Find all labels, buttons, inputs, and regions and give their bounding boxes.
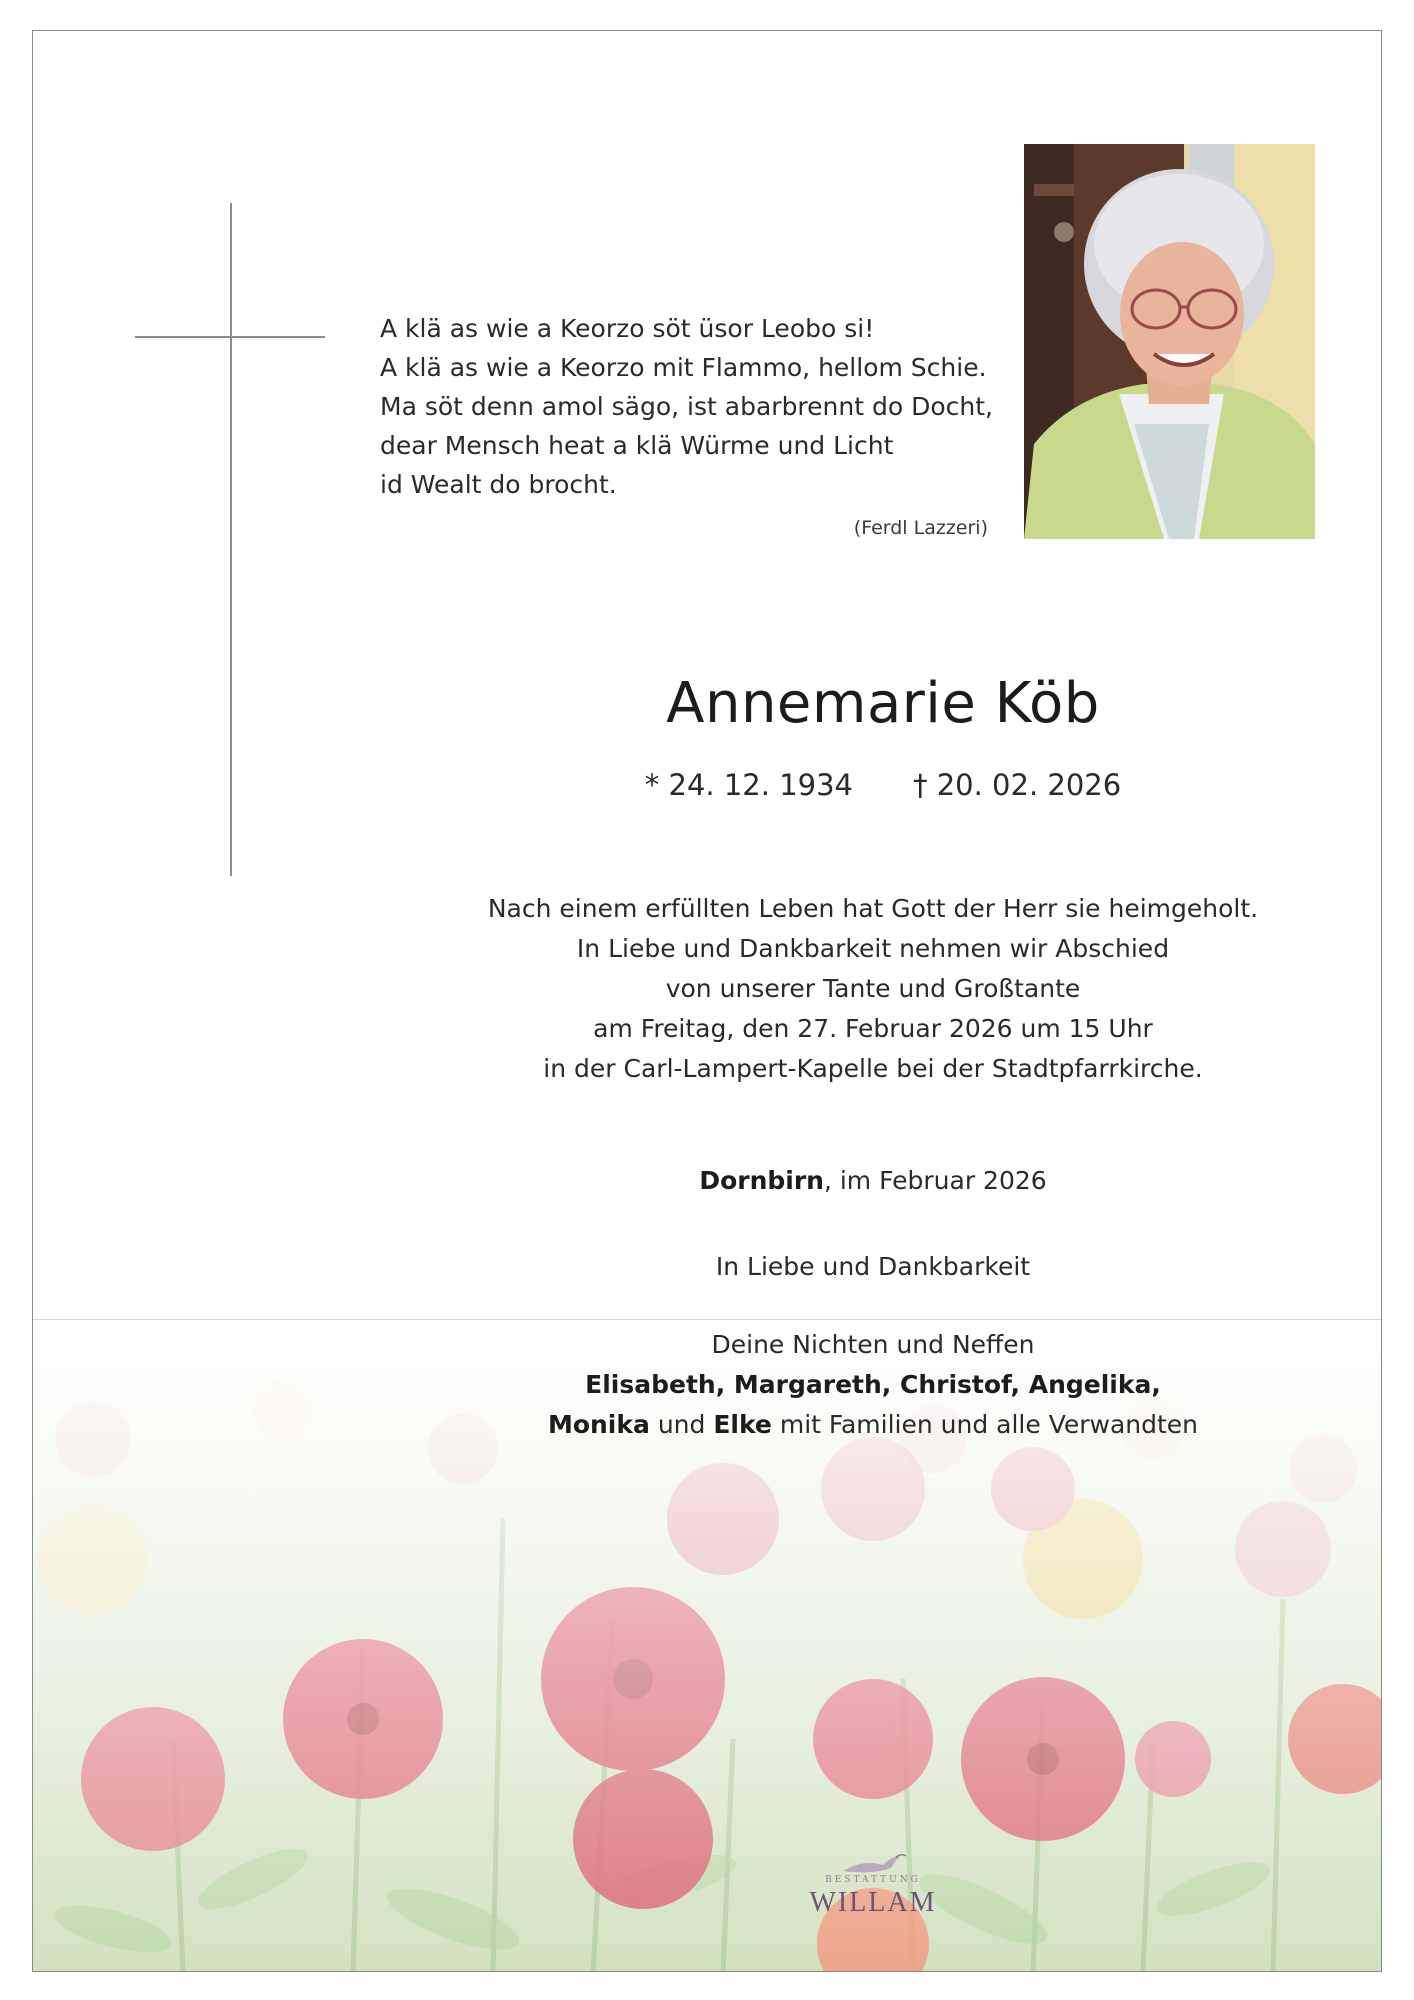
- thanks-line: In Liebe und Dankbarkeit: [715, 1252, 1031, 1281]
- family-and: und: [649, 1410, 714, 1439]
- funeral-home-logo: [793, 1849, 953, 1929]
- life-dates: [513, 768, 1253, 802]
- poem-line: A klä as wie a Keorzo mit Flammo, hellom Schie.: [380, 353, 987, 382]
- place-and-date: [453, 1166, 1293, 1195]
- family-names-last: [433, 1405, 1313, 1445]
- family-name-monika: Monika: [547, 1410, 650, 1439]
- family-name-elke: Elke: [713, 1410, 772, 1439]
- announcement-line: von unserer Tante und Großtante: [665, 974, 1081, 1003]
- cross-horizontal-bar: [135, 336, 325, 338]
- logo-big-text: WILLAM: [809, 1887, 937, 1918]
- announcement-line: in der Carl-Lampert-Kapelle bei der Stadtpfarrkirche.: [543, 1054, 1203, 1083]
- family-names: [433, 1365, 1313, 1405]
- death-date: † 20. 02. 2026: [913, 768, 1122, 802]
- poem: [380, 309, 1000, 539]
- page-frame: [32, 30, 1382, 1972]
- portrait-photo: [1024, 144, 1315, 539]
- poem-line: A klä as wie a Keorzo söt üsor Leobo si!: [380, 314, 875, 343]
- swan-icon: [838, 1849, 908, 1875]
- family-intro: Deine Nichten und Neffen: [711, 1330, 1035, 1359]
- announcement-line: Nach einem erfüllten Leben hat Gott der Herr sie heimgeholt.: [487, 894, 1259, 923]
- family-signature: [433, 1325, 1313, 1445]
- family-rest: mit Familien und alle Verwandten: [771, 1410, 1199, 1439]
- poem-line: dear Mensch heat a klä Würme und Licht: [380, 431, 894, 460]
- announcement-line: In Liebe und Dankbarkeit nehmen wir Abschied: [576, 934, 1170, 963]
- birth-date: * 24. 12. 1934: [644, 768, 853, 802]
- flower-image-edge: [33, 1319, 1382, 1320]
- place-city: Dornbirn: [699, 1166, 824, 1195]
- poem-line: Ma söt denn amol sägo, ist abarbrennt do Docht,: [380, 392, 993, 421]
- family-names-bold: Elisabeth, Margareth, Christof, Angelika,: [585, 1370, 1161, 1399]
- deceased-name: Annemarie Köb: [666, 671, 1100, 736]
- announcement-text: [453, 889, 1293, 1089]
- poem-author: (Ferdl Lazzeri): [853, 517, 988, 539]
- announcement-line: am Freitag, den 27. Februar 2026 um 15 Uhr: [593, 1014, 1153, 1043]
- logo-small-text: BESTATTUNG: [825, 1875, 921, 1885]
- poem-line: id Wealt do brocht.: [380, 470, 617, 499]
- cross-vertical-bar: [230, 203, 232, 876]
- place-date: , im Februar 2026: [823, 1166, 1047, 1195]
